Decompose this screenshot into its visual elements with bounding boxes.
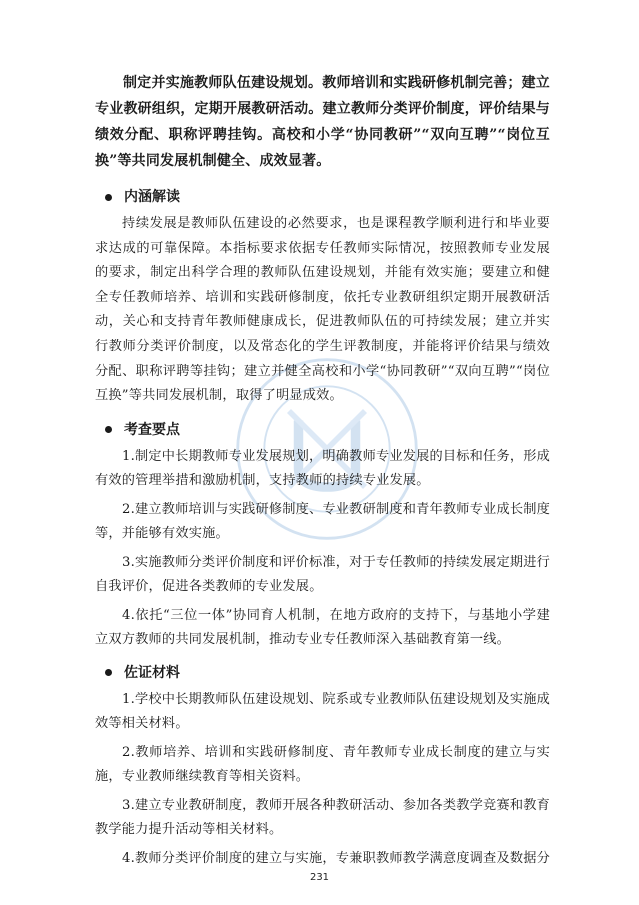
section-heading-text: 考查要点 — [124, 421, 180, 438]
section-evidence — [95, 660, 550, 871]
section-heading-text: 内涵解读 — [124, 189, 180, 205]
section-heading — [95, 184, 550, 210]
section-heading — [95, 660, 550, 686]
section-key-points — [95, 417, 550, 652]
section-interpretation — [95, 184, 550, 409]
list-item: 1.制定中长期教师专业发展规划，明确教师专业发展的目标和任务，形成有效的管理举措和激励机制，支持教师的持续专业发展。 — [95, 448, 550, 488]
page-content — [95, 70, 550, 876]
list-item: 3.实施教师分类评价制度和评价标准，对于专任教师的持续发展定期进行自我评价，促进各类教师的专业发展。 — [95, 554, 550, 594]
section-heading — [95, 417, 550, 443]
list-item: 2.教师培养、培训和实践研修制度、青年教师专业成长制度的建立与实施，专业教师继续教育等相关资料。 — [95, 744, 550, 784]
bullet-icon — [105, 426, 112, 433]
list-item: 1.学校中长期教师队伍建设规划、院系或专业教师队伍建设规划及实施成效等相关材料。 — [95, 691, 550, 731]
list-item: 3.建立专业教研制度，教师开展各种教研活动、参加各类教学竞赛和教育教学能力提升活动等相关材料。 — [95, 797, 550, 837]
page-number: 231 — [309, 872, 330, 883]
paragraph: 持续发展是教师队伍建设的必然要求，也是课程教学顺利进行和毕业要求达成的可靠保障。本指标要求依据专任教师实际情况，按照教师专业发展的要求，制定出科学合理的教师队伍建设规划，并能有效实施；要建立和健全专任教师培养、培训和实践研修制度，依托专业教研组织定期开展教研活动，关心和支持青年教师健康成长，促进教师队伍的可持续发展；建立并实行教师分类评价制度，以及常态化的学生评教制度，并能将评价结果与绩效分配、职称评聘等挂钩；建立并健全高校和小学“协同教研”“双向互聘”“岗位互换”等共同发展机制，取得了明显成效。 — [95, 216, 550, 404]
bullet-icon — [105, 194, 112, 201]
standard-statement: 制定并实施教师队伍建设规划。教师培训和实践研修机制完善；建立专业教研组织，定期开展教研活动。建立教师分类评价制度，评价结果与绩效分配、职称评聘挂钩。高校和小学“协同教研”“双向互聘”“岗位互换”等共同发展机制健全、成效显著。 — [95, 75, 550, 169]
list-item: 4.教师分类评价制度的建立与实施，专兼职教师教学满意度调查及数据分 — [122, 850, 550, 866]
list-item: 2.建立教师培训与实践研修制度、专业教研制度和青年教师专业成长制度等，并能够有效实施。 — [95, 501, 550, 541]
bullet-icon — [105, 669, 112, 676]
list-item: 4.依托“三位一体”协同育人机制，在地方政府的支持下，与基地小学建立双方教师的共同发展机制，推动专业专任教师深入基础教育第一线。 — [95, 607, 550, 647]
section-heading-text: 佐证材料 — [124, 664, 180, 681]
